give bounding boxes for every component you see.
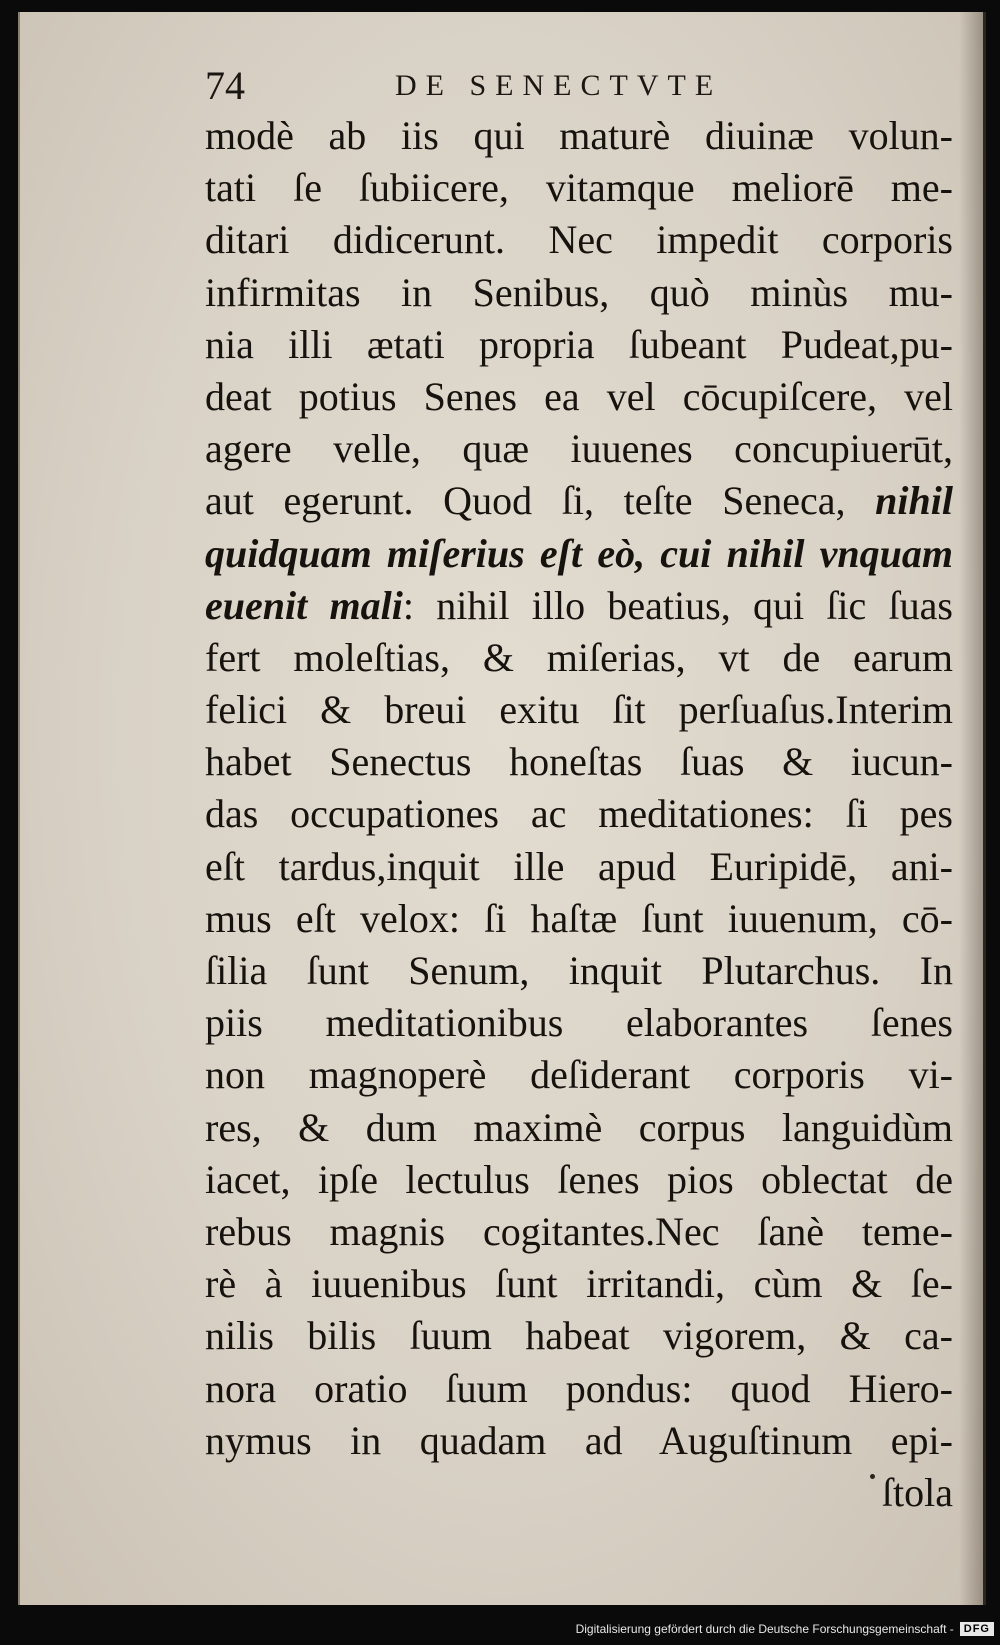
text-segment: rè à iuuenibus ſunt irritandi, cùm & ſe- bbox=[205, 1261, 953, 1307]
text-segment: tati ſe ſubiicere, vitamque meliorē me- bbox=[205, 165, 953, 211]
text-line bbox=[205, 1049, 953, 1101]
text-segment: felici & breui exitu ſit perſuaſus.Interim bbox=[205, 687, 953, 733]
text-line bbox=[205, 841, 953, 893]
italic-quotation: nihil bbox=[875, 478, 953, 524]
text-segment: ditari didicerunt. Nec impedit corporis bbox=[205, 217, 953, 263]
text-segment: modè ab iis qui maturè diuinæ volun- bbox=[205, 113, 953, 158]
text-line bbox=[205, 423, 953, 475]
text-segment: piis meditationibus elaborantes ſenes bbox=[205, 1000, 953, 1046]
text-line bbox=[205, 632, 953, 684]
text-line bbox=[205, 1415, 953, 1467]
text-segment: rebus magnis cogitantes.Nec ſanè teme- bbox=[205, 1208, 953, 1254]
text-line bbox=[205, 475, 953, 527]
digitization-footer bbox=[576, 1617, 994, 1641]
dfg-logo: DFG bbox=[960, 1622, 994, 1636]
text-line bbox=[205, 1102, 953, 1154]
text-line bbox=[205, 1206, 953, 1258]
text-segment: aut egerunt. Quod ſi, teſte Seneca, bbox=[205, 478, 876, 524]
text-segment: nia illi ætati propria ſubeant Pudeat,pu- bbox=[205, 321, 953, 367]
body-text bbox=[205, 110, 953, 1519]
text-segment: fert moleſtias, & miſerias, vt de earum bbox=[205, 634, 953, 680]
page-number: 74 bbox=[205, 63, 245, 108]
text-segment: das occupationes ac meditationes: ſi pes bbox=[205, 791, 953, 837]
text-segment: agere velle, quæ iuuenes concupiuerūt, bbox=[205, 426, 953, 472]
text-line bbox=[205, 684, 953, 736]
text-segment: iacet, ipſe lectulus ſenes pios oblectat de bbox=[205, 1156, 953, 1202]
text-line bbox=[205, 267, 953, 319]
text-line bbox=[205, 1310, 953, 1362]
ink-speck bbox=[870, 1474, 875, 1479]
text-line bbox=[205, 1258, 953, 1310]
text-line bbox=[205, 945, 953, 997]
text-line bbox=[205, 893, 953, 945]
text-segment: infirmitas in Senibus, quò minùs mu- bbox=[205, 269, 953, 315]
text-segment: mus eſt velox: ſi haſtæ ſunt iuuenum, cō- bbox=[205, 895, 953, 941]
text-line bbox=[205, 788, 953, 840]
text-segment: non magnoperè deſiderant corporis vi- bbox=[205, 1052, 953, 1098]
italic-quotation: euenit mali bbox=[205, 582, 403, 628]
text-line bbox=[205, 736, 953, 788]
italic-quotation: quidquam miſerius eſt eò, cui nihil vnquam bbox=[205, 530, 953, 576]
text-segment: res, & dum maximè corpus languidùm bbox=[205, 1104, 953, 1150]
text-line bbox=[205, 319, 953, 371]
text-segment: nilis bilis ſuum habeat vigorem, & ca- bbox=[205, 1313, 953, 1359]
catchword: ſtola bbox=[881, 1469, 953, 1515]
text-line bbox=[205, 1363, 953, 1415]
funding-note: Digitalisierung gefördert durch die Deutsche Forschungsgemeinschaft - bbox=[575, 1622, 954, 1636]
text-line bbox=[205, 1154, 953, 1206]
text-segment: : nihil illo beatius, qui ſic ſuas bbox=[402, 582, 953, 628]
text-line bbox=[205, 110, 953, 162]
book-page bbox=[18, 12, 986, 1605]
text-line bbox=[205, 214, 953, 266]
text-line bbox=[205, 528, 953, 580]
text-line bbox=[205, 997, 953, 1049]
text-segment: deat potius Senes ea vel cōcupiſcere, vel bbox=[205, 373, 953, 419]
text-line bbox=[205, 371, 953, 423]
text-segment: ſilia ſunt Senum, inquit Plutarchus. In bbox=[205, 948, 953, 993]
page-header bbox=[205, 64, 795, 108]
running-title: DE SENECTVTE bbox=[395, 69, 723, 102]
text-segment: nymus in quadam ad Auguſtinum epi- bbox=[205, 1417, 953, 1463]
text-line bbox=[205, 162, 953, 214]
text-segment: nora oratio ſuum pondus: quod Hiero- bbox=[205, 1365, 953, 1411]
text-line bbox=[205, 580, 953, 632]
text-segment: habet Senectus honeſtas ſuas & iucun- bbox=[205, 739, 953, 785]
text-segment: eſt tardus,inquit ille apud Euripidē, ani- bbox=[205, 843, 953, 889]
